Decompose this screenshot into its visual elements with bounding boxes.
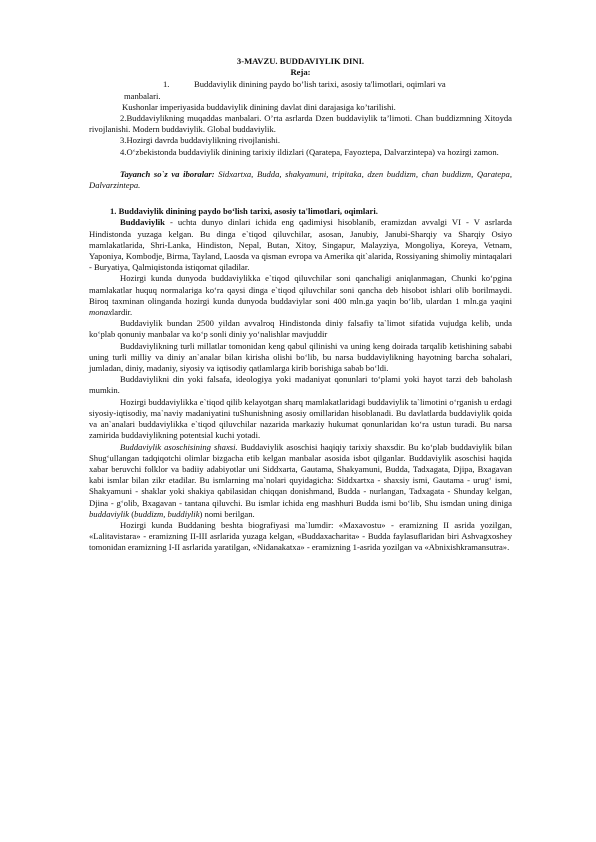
- paragraph-3: Buddaviylik bundan 2500 yildan avvalroq Hindistonda diniy falsafiy ta`limot sifatida vujudga kelib, unda ko‘plab qonuniy manbalar va ko‘p sonli diniy yo‘nalishlar mavjuddir: [89, 318, 512, 340]
- paragraph-2-text: Hozirgi kunda dunyoda buddaviylikka e`tiqod qiluvchilar soni qanchaligi aniqlanmagan, Chunki ko‘pgina mamlakatlar huquq normalariga ko‘ra qaysi dinga e`tiqod qiluvchilar soni qancha deb hisobot ishlari olib borilmaydi. Biroq taxminan olinganda hozirgi kunda dunyoda buddaviylar soni 400 mln.ga yaqin bo‘lib, ulardan 1 mln.ga yaqini: [89, 273, 512, 306]
- paragraph-2: [89, 273, 512, 318]
- paragraph-7-paren: (: [129, 508, 135, 519]
- term-buddaviylik: Buddaviylik: [120, 217, 165, 228]
- paragraph-7-text: Buddaviylik asoschisi haqiqiy tarixiy shaxsdir. Bu ko‘plab buddaviylik bilan Shug‘ullangan tadqiqotchi olimlar bizgacha etib kelgan manbalar asosida isbot qilganlar. Buddaviylik asoschisi haqida xabar beruvchi folklor va badiiy adabiyotlar uni Siddxarta, Gautama, Shakyamuni, Budda, Tadxagata, Djipa, Bxagavan kabi ismlar bilan zikr etadilar. Bu ismlarning ma`nolari quyidagicha: Siddxartxa - shaxsiy ismi, Gautama - urug‘ ismi, Shakyamuni - shaklar yoki shakiya qabilasidan chiqqan donishmand, Budda - nurlangan, Tadxagata - Shunday kelgan, Djina - g‘olib, Bxagavan - tantana qiluvchi. Bu ismlar ichida eng mashhuri Budda ismi bo‘lib, Shu ismdan uning diniga: [89, 441, 513, 508]
- plan-heading: Reja:: [290, 67, 311, 78]
- term-buddizm: buddizm, buddiylik: [134, 508, 200, 519]
- paragraph-7-end: ) nomi berilgan.: [199, 508, 255, 519]
- plan-item-1-text: Buddaviylik dinining paydo bo’lish tarixi, asosiy ta'limotlari, oqimlari va: [194, 79, 446, 90]
- keywords-label: Tayanch so`z va iboralar:: [120, 168, 215, 179]
- plan-item-2: 2.Buddaviylikning muqaddas manbalari. O’rta asrlarda Dzen buddaviylik ta’limoti. Chan buddizmning Xitoyda rivojlanishi. Modern buddaviylik. Global buddaviylik.: [89, 113, 512, 135]
- paragraph-7-lead: Buddaviylik asoschisining shaxsi.: [120, 441, 238, 452]
- paragraph-1-text: - uchta dunyo dinlari ichida eng qadimiysi hisoblanib, eramizdan avvalgi VI - V asrlarda Hindistonda yuzaga kelgan. Bu dinga e`tiqod qiluvchilar, asosan, Janubiy, Janubi-Sharqiy va Sharqiy Osiyo mamlakatlarida, Shri-Lanka, Hindiston, Nepal, Butan, Xitoy, Singapur, Malayziya, Mongoliya, Koreya, Vetnam, Yaponiya, Kombodje, Birma, Tayland, Laosda va qisman evropa va Amerika qit`alarida, Rossiyaning shimoliy mintaqalari - Buryatiya, Qalmiqistonda istiqomat qiladilar.: [89, 217, 512, 273]
- term-monax: monax: [89, 307, 112, 318]
- paragraph-6: Hozirgi buddaviylikka e`tiqod qilib kelayotgan sharq mamlakatlaridagi buddaviylik ta`limotini o‘rganish u erdagi siyosiy-iqtisodiy, ma`naviy madaniyatini tuShunishning asosiy omillaridan hisoblanadi. Bu davlatlarda buddaviylik qoida va an`analari buddaviylikka e`tiqod qiluvchilar nazarida markaziy hukumat qonunlaridan ko‘ra ustun turadi. Bu narsa zamirida buddaviylikning potentsial kuchi yotadi.: [89, 396, 512, 441]
- spacer: [89, 191, 512, 202]
- plan-item-3: 3.Hozirgi davrda buddaviylikning rivojlanishi.: [120, 135, 280, 146]
- paragraph-7: [89, 442, 512, 520]
- keywords-text: Sidxartxa, Budda, shakyamuni, tripitaka, dzen buddizm, chan buddizm, Qaratepa, Dalvarzintepa.: [89, 168, 512, 191]
- plan-item-1-continuation: manbalari.: [124, 90, 161, 101]
- document-title: 3-MAVZU. BUDDAVIYLIK DINI.: [236, 56, 365, 66]
- plan-item-4: 4.O‘zbekistonda buddaviylik dinining tarixiy ildizlari (Qaratepa, Fayoztepa, Dalvarzintepa) va hozirgi zamon.: [120, 146, 499, 157]
- keywords-paragraph: [89, 169, 512, 191]
- paragraph-8: Hozirgi kunda Buddaning beshta biografiyasi ma`lumdir: «Maxavostu» - eramizning II asrida yozilgan, «Lalitavistara» - eramizning II-III asrlarida yuzaga kelgan, «Buddaxacharita» - Budda faylasuflaridan biri Ashvagxoshey tomonidan eramizning I-II asrlarida yaratilgan, «Nidanakatxa» - eramizning 1-asrida yozilgan va «Abnixishkramansutra».: [89, 519, 512, 553]
- paragraph-5: Buddaviylikni din yoki falsafa, ideologiya yoki madaniyat qonunlari to‘plami yoki hayot tarzi deb baholash mumkin.: [89, 374, 512, 396]
- spacer: [89, 158, 512, 169]
- paragraph-1: [89, 217, 512, 273]
- paragraph-2-end: lardir.: [111, 307, 133, 318]
- plan-item-1-extra: Kushonlar imperiyasida buddaviylik dinining davlat dini darajasiga ko’tarilishi.: [122, 101, 396, 112]
- plan-item-1-number: 1.: [163, 79, 170, 90]
- term-buddaviylik-italic: buddaviylik: [89, 508, 130, 519]
- paragraph-4: Buddaviylikning turli millatlar tomonidan keng qabul qilinishi va uning keng doirada tarqalib ketishining sababi uning turli milliy va diniy an`analar bilan kirisha olishi bo‘lib, bu narsa buddaviylikning hayotning barcha sohalari, jumladan, diniy, madaniy, siyosiy va iqtisodiy qatlamlarga kirib borishiga sabab bo‘ldi.: [89, 340, 512, 374]
- section-1-heading: 1. Buddaviylik dinining paydo bo‘lish tarixi, asosiy ta'limotlari, oqimlari.: [110, 206, 378, 217]
- plan-item-1: [89, 79, 512, 90]
